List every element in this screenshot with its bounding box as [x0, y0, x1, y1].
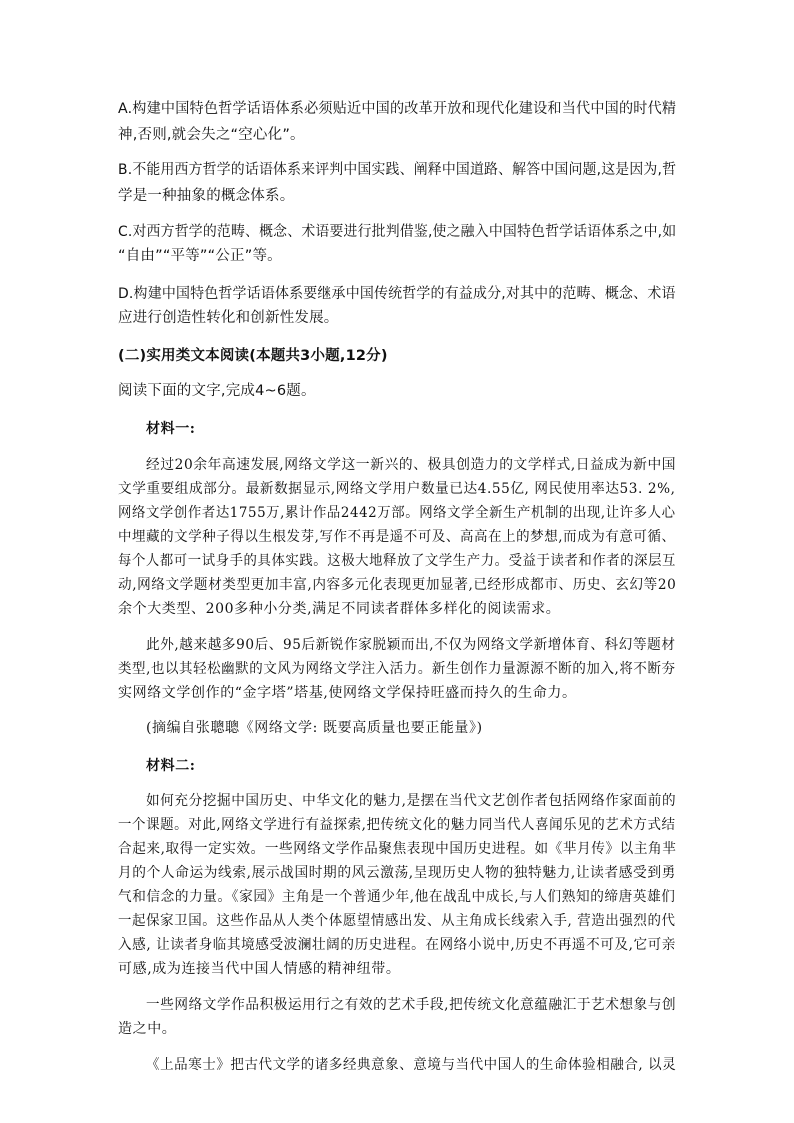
- material-2-p1-line: 如何充分挖掘中国历史、中华文化的魅力,是摆在当代文艺创作者包括网络作家面前的: [146, 793, 677, 809]
- material-2-p1-line: 月的个人命运为线索,展示战国时期的风云激荡,呈现历史人物的独特魅力,让读者感受到勇: [118, 865, 676, 881]
- option-c-line-2: “自由”“平等”“公正”等。: [118, 248, 282, 264]
- material-1-title: 材料一:: [146, 421, 196, 437]
- option-a-line-2: 神,否则,就会失之“空心化”。: [118, 127, 305, 143]
- material-2-p1-line: 气和信念的力量。《家园》主角是一个普通少年,他在战乱中成长,与人们熟知的缔唐英雄们: [118, 889, 676, 905]
- material-1-p1-line: 每个人都可一试身手的具体实践。这极大地释放了文学生产力。受益于读者和作者的深层互: [118, 553, 677, 569]
- option-d-line-1: D.构建中国特色哲学话语体系要继承中国传统哲学的有益成分,对其中的范畴、概念、术语: [118, 286, 676, 302]
- material-2-title: 材料二:: [146, 758, 196, 774]
- material-1-p1-line: 余个大类型、200多种小分类,满足不同读者群体多样化的阅读需求。: [118, 601, 561, 617]
- material-1-p1-line: 经过20余年高速发展,网络文学这一新兴的、极具创造力的文学样式,日益成为新中国: [146, 457, 677, 473]
- material-1-p1-line: 中埋藏的文学种子得以生根发芽,写作不再是遥不可及、高高在上的梦想,而成为有意可循、: [118, 529, 676, 545]
- option-d-line-2: 应进行创造性转化和创新性发展。: [118, 310, 339, 326]
- material-1-p1-line: 文学重要组成部分。最新数据显示,网络文学用户数量已达4.55亿, 网民使用率达53. 2%,: [118, 481, 676, 497]
- option-b-line-2: 学是一种抽象的概念体系。: [118, 188, 295, 204]
- material-1-p1-line: 动,网络文学题材类型更加丰富,内容多元化表现更加显著,已经形成都市、历史、玄幻等20: [118, 577, 677, 593]
- material-1-source: (摘编自张聰聰《网络文学: 既要高质量也要正能量》): [146, 720, 483, 736]
- material-2-p3-line: 《上品寒士》把古代文学的诸多经典意象、意境与当代中国人的生命体验相融合, 以灵: [146, 1057, 677, 1073]
- material-2-p2-line: 造之中。: [118, 1021, 177, 1037]
- material-1-p2-line: 类型,也以其轻松幽默的文风为网络文学注入活力。新生创作力量源源不断的加入,将不断夯: [118, 661, 676, 677]
- section-instruction: 阅读下面的文字,完成4~6题。: [118, 383, 316, 399]
- material-2-p1-line: 一个课题。对此,网络文学进行有益探索,把传统文化的魅力同当代人喜闻乐见的艺术方式结: [118, 817, 676, 833]
- section-heading: (二)实用类文本阅读(本题共3小题,12分): [118, 348, 388, 364]
- material-2-p1-line: 可感,成为连接当代中国人情感的精神纽带。: [118, 961, 401, 977]
- material-1-p1-line: 网络文学创作者达1755万,累计作品2442万部。网络文学全新生产机制的出现,让许多人心: [118, 505, 676, 521]
- material-1-p2-line: 实网络文学创作的“金字塔”塔基,使网络文学保持旺盛而持久的生命力。: [118, 685, 577, 701]
- material-2-p2-line: 一些网络文学作品积极运用行之有效的艺术手段,把传统文化意蕴融汇于艺术想象与创: [146, 997, 677, 1013]
- option-a-line-1: A.构建中国特色哲学话语体系必须贴近中国的改革开放和现代化建设和当代中国的时代精: [118, 101, 677, 117]
- option-b-line-1: B.不能用西方哲学的话语体系来评判中国实践、阐释中国道路、解答中国问题,这是因为,哲: [118, 162, 677, 178]
- material-2-p1-line: 入感, 让读者身临其境感受波澜壮阔的历史进程。在网络小说中,历史不再遥不可及,它可亲: [118, 937, 676, 953]
- material-1-p2-line: 此外,越来越多90后、95后新锐作家脱颖而出,不仅为网络文学新增体育、科幻等题材: [146, 637, 676, 653]
- material-2-p1-line: 一起保家卫国。这些作品从人类个体愿望情感出发、从主角成长线索入手, 营造出强烈的代: [118, 913, 676, 929]
- material-2-p1-line: 合起来,取得一定实效。一些网络文学作品聚焦表现中国历史进程。如《芈月传》以主角芈: [118, 841, 677, 857]
- option-c-line-1: C.对西方哲学的范畴、概念、术语要进行批判借鉴,使之融入中国特色哲学话语体系之中,如: [118, 224, 677, 240]
